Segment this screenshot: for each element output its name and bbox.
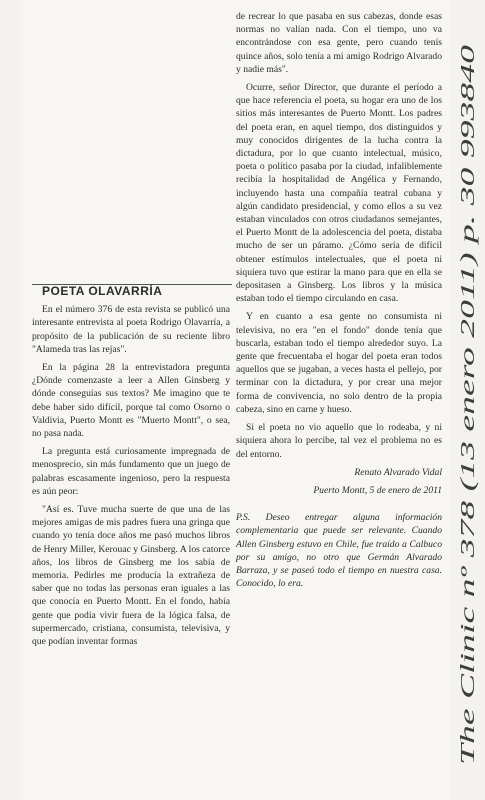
handwritten-note	[452, 30, 482, 770]
left-column	[32, 285, 230, 653]
right-column	[236, 10, 442, 595]
paragraph: de recrear lo que pasaba en sus cabezas, donde esas normas no valían nada. Con el tiempo, uno va encontrándose con esa gente, pero cuando tenís quince años, solo tenía a mi amigo Rodrigo Alvarado y nadie más".	[236, 11, 442, 75]
paragraph: En el número 376 de esta revista se publicó una interesante entrevista al poeta Rodrigo Olavarría, a propósito de la publicación de su reciente libro "Alameda tras las rejas".	[32, 304, 230, 355]
newspaper-clipping	[20, 0, 450, 800]
postscript	[236, 511, 442, 590]
signature-name: Renato Alvarado Vidal	[354, 466, 442, 478]
paragraph: Si el poeta no vio aquello que lo rodeaba, y ni siquiera ahora lo percibe, tal vez el problema no es del entorno.	[236, 422, 442, 460]
signature-place-date: Puerto Montt, 5 de enero de 2011	[313, 484, 442, 496]
paragraph: Y en cuanto a esa gente no consumista ni televisiva, no era "en el fondo" donde tenía que buscarla, estaban todo el tiempo alrededor suyo. La gente que frecuentaba el hogar del poeta eran todos aquellos que se jugaban, a veces hasta el pellejo, por terminar con la dictadura, y por crear una mejor forma de convivencia, no solo dentro de la propia cabeza, sino en carne y hueso.	[236, 311, 442, 415]
article-title: POETA OLAVARRÍA	[42, 284, 163, 298]
paragraph: En la página 28 la entrevistadora pregunta ¿Dónde comenzaste a leer a Allen Ginsberg y dónde conseguías sus textos? Me imagino que te debe haber sido difícil, porque tal como Osorno o Valdivia, Puerto Montt es "Muerto Montt", o sea, no pasa nada.	[32, 362, 230, 440]
handwritten-note-text: The Clinic nº 378 (13 enero 2011) p. 30 993840	[457, 383, 479, 765]
postscript-text: P.S. Deseo entregar alguna información complementaria que puede ser relevante. Cuando Allen Ginsberg estuvo en Chile, fue traído a Calbuco por su amigo, no otro que Germán Alvarado Barraza, y se paseó todo el tiempo en nuestra casa. Conocido, lo era.	[236, 512, 442, 590]
paragraph: Ocurre, señor Director, que durante el período a que hace referencia el poeta, su hogar era uno de los sitios más interesantes de Puerto Montt. Los padres del poeta eran, en aquel tiempo, dos distinguidos y muy conocidos dirigentes de la lucha contra la dictadura, por lo que cuanto intelectual, músico, poeta o político pasaba por la ciudad, infaliblemente recibía la hospitalidad de Angélica y Fernando, incluyendo hasta una compañía teatral cubana y algún candidato presidencial, y como ellos a su vez estaban vinculados con otros ciudadanos semejantes, el Puerto Montt de la adolescencia del poeta, distaba mucho de ser un páramo. ¿Cómo sería de difícil obtener estímulos intelectuales, que el poeta ni siquiera tuvo que estirar la mano para que en ella se depositasen a Ginsberg. Los libros y la música estaban todo el tiempo circulando en casa.	[236, 82, 442, 305]
paragraph: La pregunta está curiosamente impregnada de menosprecio, sin más fundamento que un juego de palabras escasamente ingenioso, pero la respuesta es aún peor:	[32, 446, 230, 497]
paragraph: "Así es. Tuve mucha suerte de que una de las mejores amigas de mis padres fuera una gringa que cuando yo tenía doce años me pasó muchos libros de Henry Miller, Kerouac y Ginsberg. A los catorce años, los libros de Ginsberg me los sabía de memoria. Pedirles me producía la extrañeza de saber que no todas las personas eran iguales a las que conocía en Puerto Montt. En el fondo, había gente que podía vivir fuera de la lógica falsa, de supermercado, cristiana, consumista, televisiva, y que podían inventar formas	[32, 504, 230, 648]
